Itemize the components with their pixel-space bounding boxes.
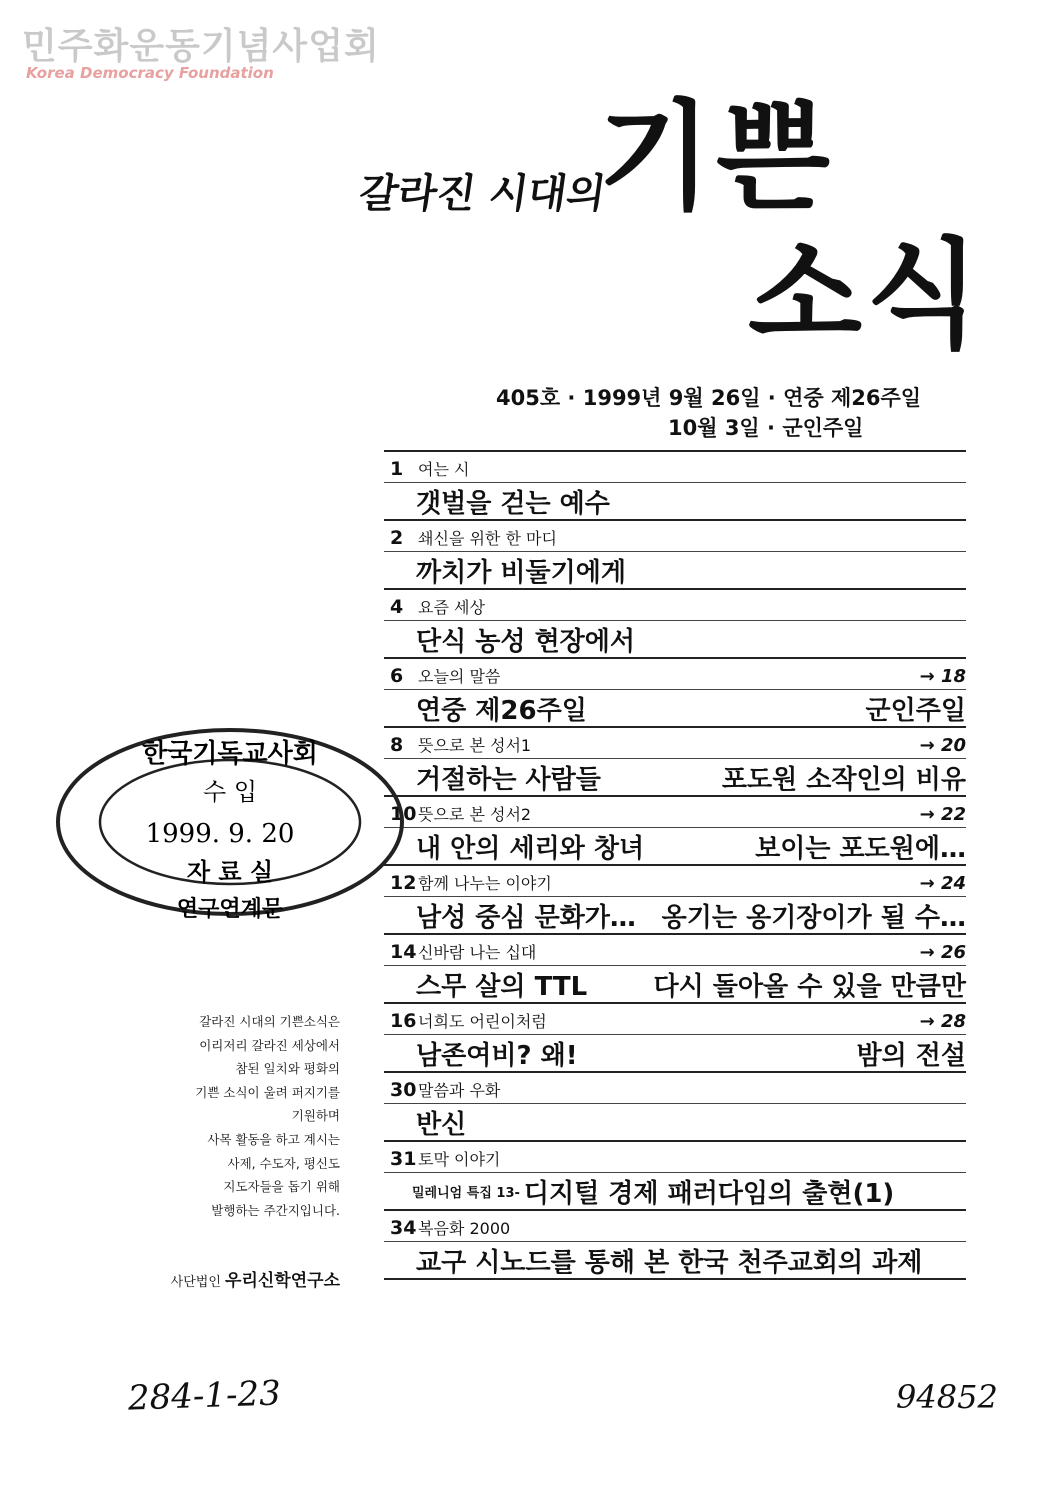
toc-section-label: 요즘 세상 — [418, 598, 485, 617]
toc-item — [384, 657, 966, 726]
toc-item-title-row — [384, 1173, 966, 1209]
toc-section-label: 복음화 2000 — [418, 1219, 511, 1238]
toc-page-number: 8 — [390, 734, 404, 756]
toc-page-number: 16 — [390, 1010, 417, 1032]
publication-blurb — [150, 1010, 340, 1222]
toc-item-header — [384, 1140, 966, 1173]
blurb-line: 발행하는 주간지입니다. — [211, 1202, 340, 1218]
blurb-line: 참된 일치와 평화의 — [235, 1061, 340, 1077]
toc-page-number: 14 — [390, 941, 417, 963]
masthead-title-line1: 기쁜 — [598, 88, 834, 226]
toc-item-header — [384, 726, 966, 759]
toc-item-title-row — [384, 1104, 966, 1140]
toc-item-header — [384, 1209, 966, 1242]
toc-section-label: 신바람 나는 십대 — [418, 943, 537, 962]
toc-item — [384, 933, 966, 1002]
toc-title-right: 다시 돌아올 수 있을 만큼만 — [653, 971, 966, 1002]
masthead-subtitle: 갈라진 시대의 — [356, 171, 609, 217]
publisher-prefix: 사단법인 — [170, 1275, 221, 1290]
toc-item-title-row — [384, 828, 966, 864]
toc-title-prefix: 밀레니엄 특집 13- — [412, 1185, 520, 1201]
handwritten-code-left: 284-1-23 — [127, 1373, 282, 1419]
toc-continued-page: → 24 — [919, 873, 966, 894]
blurb-line: 기원하며 — [291, 1108, 340, 1124]
issue-info-line1: 405호 · 1999년 9월 26일 · 연중 제26주일 — [496, 386, 922, 410]
toc-section-label: 함께 나누는 이야기 — [418, 874, 552, 893]
toc-item-header — [384, 657, 966, 690]
blurb-line: 갈라진 시대의 기쁜소식은 — [199, 1014, 340, 1029]
masthead-title-line2: 소식 — [748, 226, 984, 364]
toc-title: 연중 제26주일 — [416, 695, 587, 726]
toc-title-right: 군인주일 — [865, 695, 966, 726]
toc-page-number: 34 — [390, 1217, 417, 1239]
toc-item-header — [384, 588, 966, 621]
toc-item — [384, 1002, 966, 1071]
watermark-korean: 민주화운동기념사업회 — [22, 26, 380, 67]
toc-page-number: 31 — [390, 1148, 417, 1170]
toc-item — [384, 588, 966, 657]
toc-item-header — [384, 1071, 966, 1104]
toc-title: 반신 — [416, 1109, 467, 1140]
toc-section-label: 뜻으로 본 성서1 — [418, 736, 532, 755]
toc-page-number: 2 — [390, 527, 404, 549]
toc-section-label: 토막 이야기 — [418, 1150, 501, 1169]
toc-item-title-row — [384, 552, 966, 588]
publisher — [150, 1266, 340, 1291]
stamp-date: 1999. 9. 20 — [145, 819, 295, 849]
toc-item-title-row — [384, 1242, 966, 1278]
toc-item-header — [384, 864, 966, 897]
toc-section-label: 말씀과 우화 — [418, 1081, 501, 1100]
toc-item — [384, 1209, 966, 1278]
toc-continued-page: → 20 — [919, 735, 966, 756]
toc-title: 교구 시노드를 통해 본 한국 천주교회의 과제 — [416, 1247, 923, 1278]
issue-info-line2: 10월 3일 · 군인주일 — [668, 416, 864, 440]
toc-title: 디지털 경제 패러다임의 출현(1) — [523, 1178, 895, 1209]
toc-item-header — [384, 933, 966, 966]
toc-item — [384, 795, 966, 864]
blurb-line: 기쁜 소식이 울려 퍼지기를 — [195, 1084, 340, 1100]
toc-title: 남존여비? 왜! — [416, 1040, 578, 1071]
stamp-top-text: 한국기독교사회 — [142, 739, 318, 769]
stamp-receipt: 수 입 — [203, 778, 257, 806]
toc-item-header — [384, 450, 966, 483]
toc-continued-page: → 28 — [919, 1011, 966, 1032]
toc-item — [384, 450, 966, 519]
toc-title: 내 안의 세리와 창녀 — [416, 833, 645, 864]
toc-title-right: 포도원 소작인의 비유 — [721, 764, 966, 795]
toc-page-number: 1 — [390, 458, 404, 480]
toc-item-header — [384, 519, 966, 552]
toc-continued-page: → 18 — [919, 666, 966, 687]
toc-item — [384, 726, 966, 795]
toc-page-number: 4 — [390, 596, 404, 618]
toc-item-title-row — [384, 621, 966, 657]
toc-item-title-row — [384, 759, 966, 795]
blurb-line: 지도자들을 돕기 위해 — [223, 1179, 340, 1195]
receipt-stamp — [40, 712, 420, 932]
toc-section-label: 여는 시 — [418, 460, 470, 479]
toc-page-number: 10 — [390, 803, 417, 825]
toc-title: 거절하는 사람들 — [416, 764, 601, 795]
toc-section-label: 오늘의 말씀 — [418, 667, 501, 686]
toc-item-header — [384, 1002, 966, 1035]
stamp-dept: 자 료 실 — [186, 857, 274, 886]
toc-item-title-row — [384, 690, 966, 726]
stamp-bottom-text: 연구연계문 — [176, 896, 284, 922]
toc-item-title-row — [384, 897, 966, 933]
toc-item-title-row — [384, 1035, 966, 1071]
toc-page-number: 30 — [390, 1079, 417, 1101]
blurb-line: 사제, 수도자, 평신도 — [227, 1155, 340, 1171]
blurb-line: 사목 활동을 하고 계시는 — [207, 1131, 340, 1147]
toc-section-label: 쇄신을 위한 한 마디 — [418, 529, 557, 548]
toc-title-right: 밤의 전설 — [856, 1040, 966, 1071]
toc-title: 남성 중심 문화가… — [416, 902, 636, 933]
toc-bottom-rule — [384, 1278, 966, 1318]
table-of-contents — [384, 450, 966, 1318]
toc-continued-page: → 26 — [919, 942, 966, 963]
publisher-name: 우리신학연구소 — [225, 1271, 340, 1291]
toc-title: 단식 농성 현장에서 — [416, 626, 636, 657]
toc-item-title-row — [384, 483, 966, 519]
toc-title: 갯벌을 걷는 예수 — [416, 488, 610, 519]
toc-section-label: 너희도 어린이처럼 — [418, 1012, 547, 1031]
toc-item — [384, 519, 966, 588]
toc-title: 까치가 비둘기에게 — [416, 557, 626, 588]
handwritten-code-right: 94852 — [896, 1378, 998, 1416]
toc-item — [384, 864, 966, 933]
toc-page-number: 12 — [390, 872, 417, 894]
toc-section-label: 뜻으로 본 성서2 — [418, 805, 532, 824]
toc-item-header — [384, 795, 966, 828]
watermark-english: Korea Democracy Foundation — [26, 64, 274, 82]
toc-page-number: 6 — [390, 665, 404, 687]
toc-item-title-row — [384, 966, 966, 1002]
toc-item — [384, 1140, 966, 1209]
blurb-line: 이리저리 갈라진 세상에서 — [199, 1037, 340, 1053]
toc-title-right: 옹기는 옹기장이가 될 수… — [661, 902, 966, 933]
toc-title: 스무 살의 TTL — [416, 971, 588, 1002]
toc-title-right: 보이는 포도원에… — [755, 833, 966, 864]
toc-item — [384, 1071, 966, 1140]
toc-continued-page: → 22 — [919, 804, 966, 825]
